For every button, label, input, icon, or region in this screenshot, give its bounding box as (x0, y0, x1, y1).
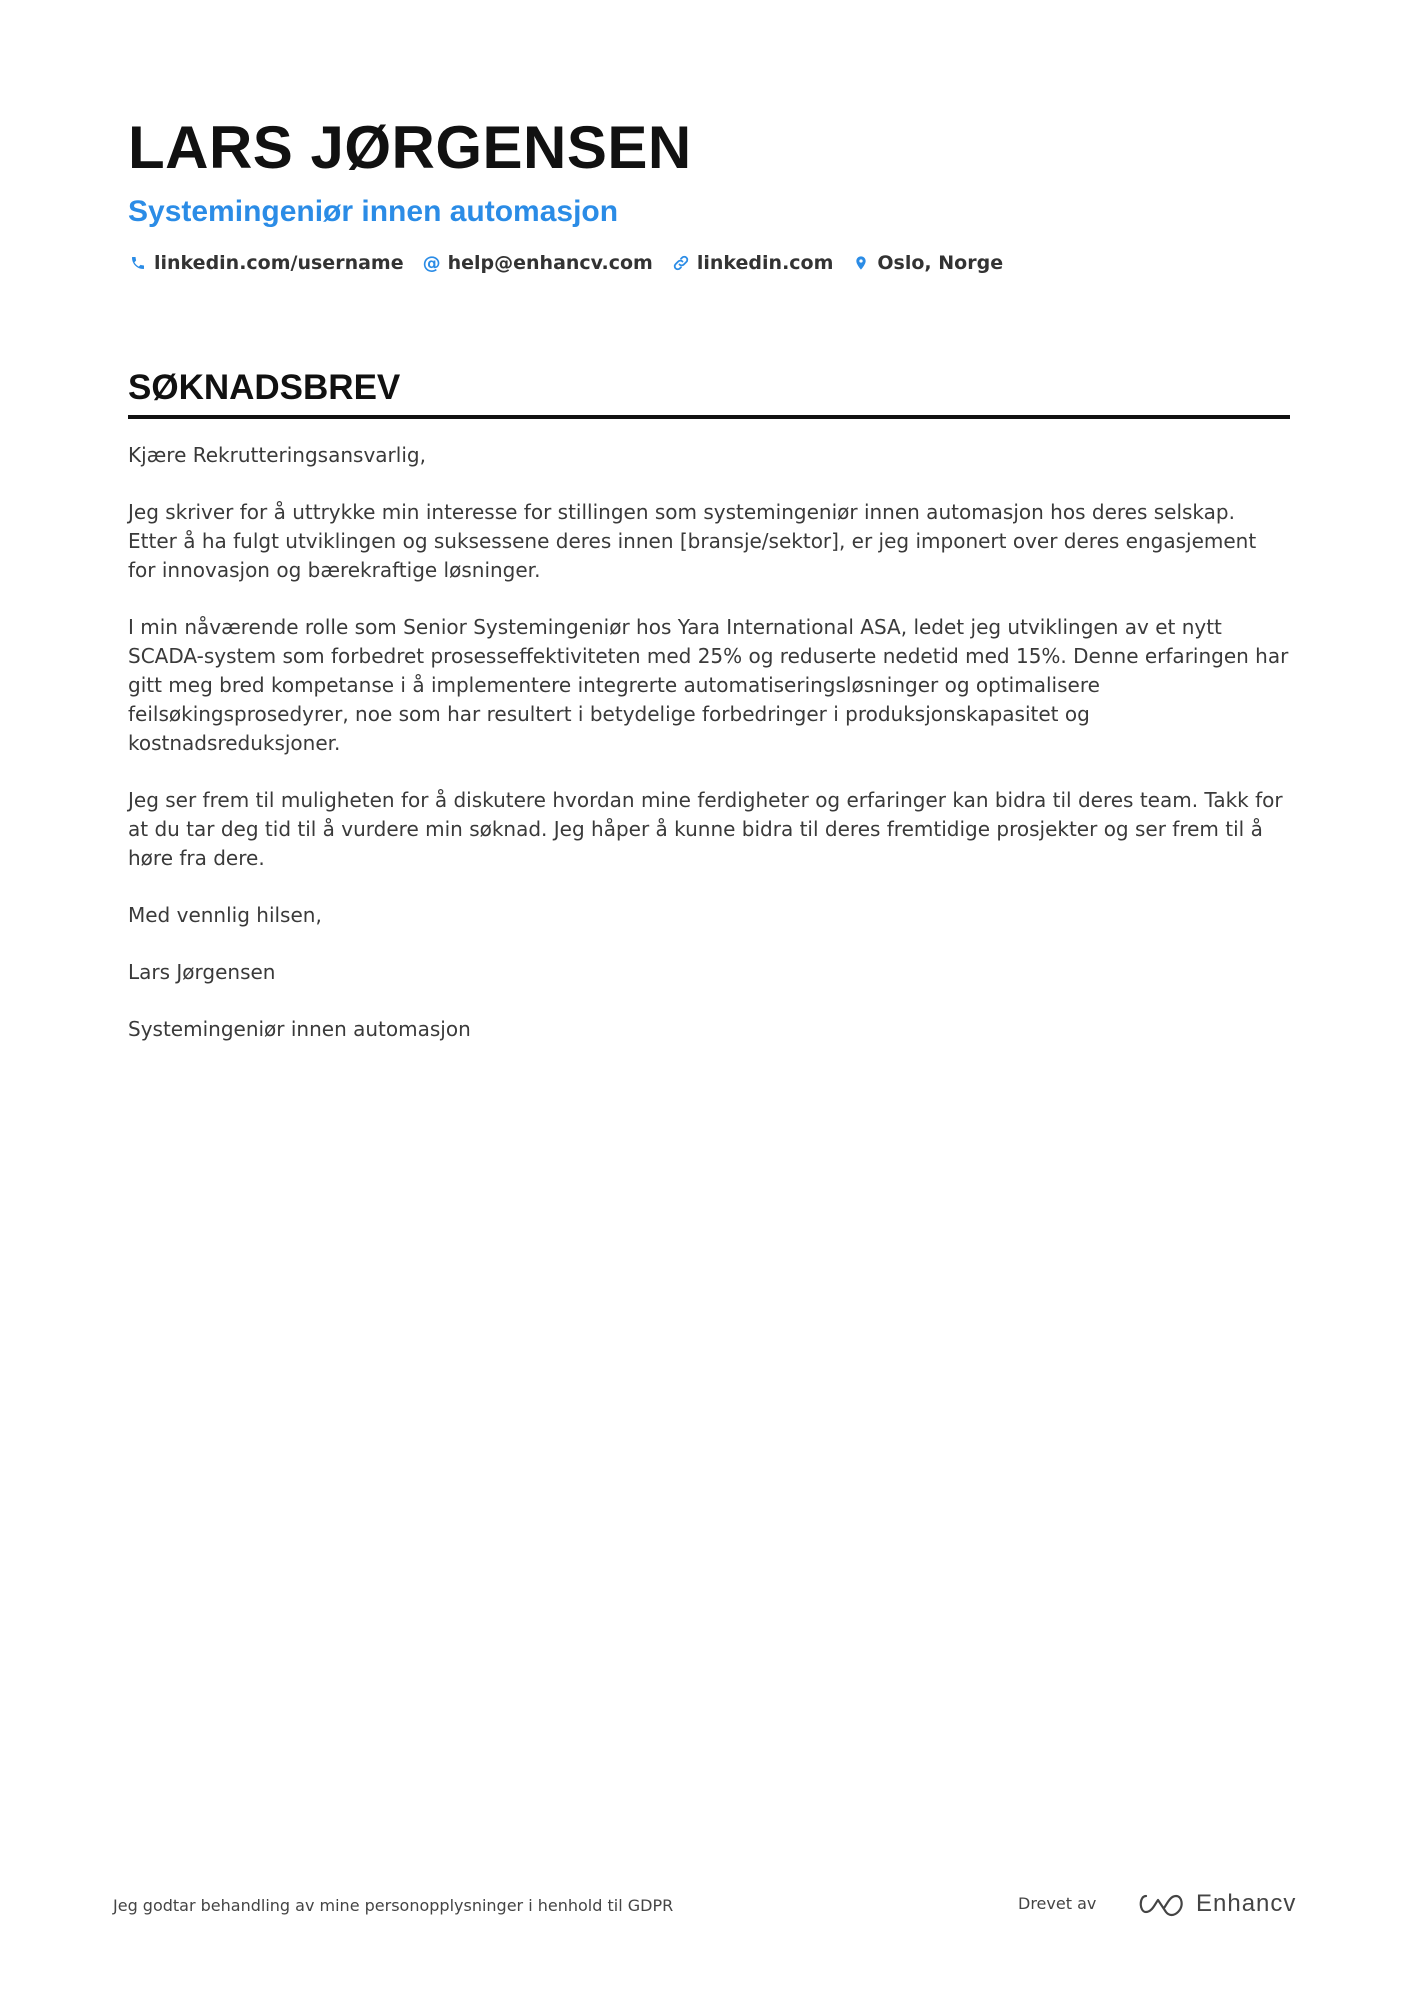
enhancv-logo-icon (1138, 1890, 1186, 1918)
location-pin-icon (851, 253, 871, 273)
contact-location (851, 252, 1003, 274)
letter-paragraph: Jeg skriver for å uttrykke min interesse for stillingen som systemingeniør innen automasjon hos deres selskap. Etter å ha fulgt utviklingen og suksessene deres innen [bransje/sektor], er jeg imponert over deres engasjement for innovasjon og bærekraftige løsninger. (128, 500, 1257, 582)
contact-phone-text: linkedin.com/username (154, 252, 404, 274)
letter-paragraph: I min nåværende rolle som Senior Systemingeniør hos Yara International ASA, ledet jeg utviklingen av et nytt SCADA-system som forbedret prosesseffektiviteten med 25% og reduserte nedetid med 15%. Denne erfaringen har gitt meg bred kompetanse i å implementere integrerte automatiseringsløsninger og optimalisere feilsøkingsprosedyrer, noe som har resultert i betydelige forbedringer i produksjonskapasitet og kostnadsreduksjoner. (128, 615, 1289, 755)
contact-bar (128, 252, 1290, 274)
contact-link-text: linkedin.com (696, 252, 834, 274)
contact-email-text: help@enhancv.com (447, 252, 653, 274)
brand-name: Enhancv (1196, 1890, 1297, 1917)
contact-email[interactable] (422, 252, 653, 274)
section-title: SØKNADSBREV (128, 365, 1290, 419)
link-icon (671, 253, 691, 273)
footer (113, 1888, 1297, 1928)
letter-section (128, 365, 1290, 1072)
phone-icon (128, 253, 148, 273)
letter-greeting: Kjære Rekrutteringsansvarlig, (128, 443, 426, 467)
letter-body (128, 441, 1290, 1044)
header (128, 108, 1290, 274)
at-icon: @ (422, 252, 441, 274)
contact-link[interactable] (671, 252, 834, 274)
job-headline: Systemingeniør innen automasjon (128, 195, 619, 228)
gdpr-consent-text: Jeg godtar behandling av mine personopplysninger i henhold til GDPR (113, 1896, 674, 1915)
contact-location-text: Oslo, Norge (877, 252, 1004, 274)
letter-signature-title: Systemingeniør innen automasjon (128, 1017, 471, 1041)
letter-signature-name: Lars Jørgensen (128, 960, 276, 984)
letter-closing: Med vennlig hilsen, (128, 903, 322, 927)
letter-paragraph: Jeg ser frem til muligheten for å diskutere hvordan mine ferdigheter og erfaringer kan bidra til deres team. Takk for at du tar deg tid til å vurdere min søknad. Jeg håper å kunne bidra til deres fremtidige prosjekter og ser frem til å høre fra dere. (128, 788, 1283, 870)
contact-phone[interactable] (128, 252, 404, 274)
powered-by-label: Drevet av (1018, 1894, 1097, 1913)
candidate-name: LARS JØRGENSEN (128, 114, 692, 181)
brand-link[interactable] (1138, 1888, 1296, 1920)
